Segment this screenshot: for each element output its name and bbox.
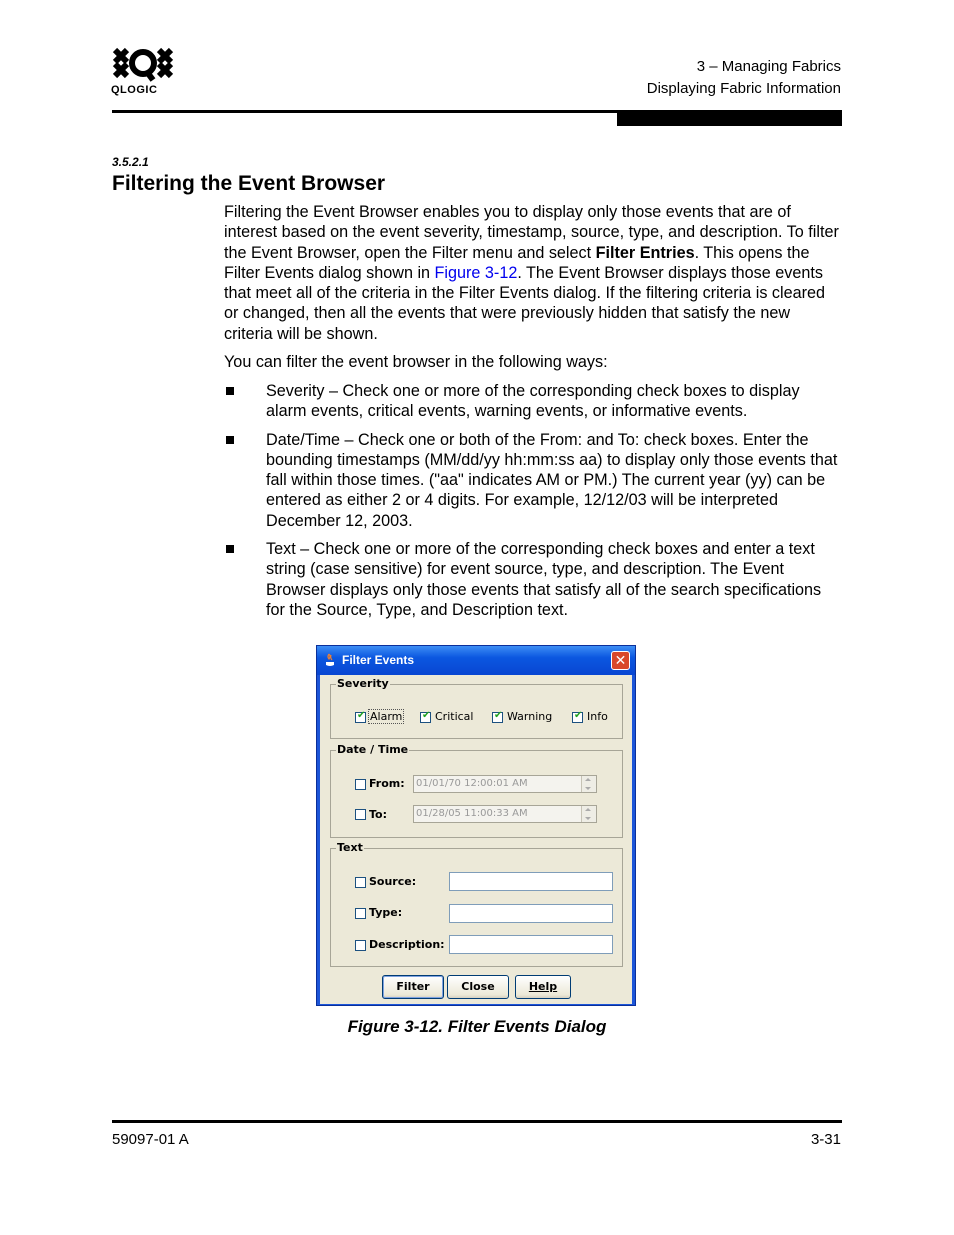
info-label[interactable]: Info bbox=[587, 710, 608, 723]
info-checkbox[interactable] bbox=[572, 712, 583, 723]
critical-label[interactable]: Critical bbox=[435, 710, 474, 723]
alarm-checkbox[interactable] bbox=[355, 712, 366, 723]
section-number: 3.5.2.1 bbox=[112, 155, 149, 169]
dialog-client bbox=[320, 675, 632, 1004]
check-icon: ✔ bbox=[422, 710, 431, 721]
header-chapter: 3 – Managing Fabrics bbox=[696, 58, 841, 75]
section-title: Filtering the Event Browser bbox=[112, 172, 386, 195]
intro-text-b: . This opens the Filter Events dialog shown in bbox=[224, 243, 810, 282]
warning-checkbox[interactable] bbox=[492, 712, 503, 723]
intro-text-c: . The Event Browser displays those events that meet all of the criteria in the Filter Events dialog. If the filtering criteria is cleared or changed, then all the events that were previously hidden that satisfy the new criteria will be shown. bbox=[224, 263, 826, 343]
intro-bold: Filter Entries bbox=[595, 243, 695, 262]
check-icon: ✔ bbox=[494, 710, 503, 721]
check-icon: ✔ bbox=[574, 710, 583, 721]
list-item bbox=[224, 381, 841, 422]
footer-page-number: 3-31 bbox=[810, 1131, 841, 1148]
bullet-text: Severity – Check one or more of the corresponding check boxes to display alarm events, critical events, warning events, or informative events. bbox=[266, 382, 800, 421]
spin-down-icon[interactable] bbox=[585, 787, 591, 790]
figure-caption: Figure 3-12. Filter Events Dialog bbox=[347, 1017, 607, 1036]
bullet-square-icon bbox=[226, 545, 234, 553]
list-item bbox=[224, 539, 841, 620]
to-spinner[interactable] bbox=[581, 806, 596, 822]
description-label[interactable]: Description: bbox=[369, 938, 445, 951]
header-bar bbox=[617, 110, 842, 126]
dialog-titlebar bbox=[317, 646, 635, 675]
source-checkbox[interactable] bbox=[355, 877, 366, 888]
description-checkbox[interactable] bbox=[355, 940, 366, 951]
from-datetime-field[interactable] bbox=[413, 775, 597, 793]
bullet-square-icon bbox=[226, 436, 234, 444]
intro-text-a: Filtering the Event Browser enables you to display only those events that are of interest based on the event severity, timestamp, source, type, and description. To filter the Event Browser, open the Filter menu and select bbox=[224, 203, 839, 262]
from-datetime-value: 01/01/70 12:00:01 AM bbox=[416, 778, 528, 789]
type-checkbox[interactable] bbox=[355, 908, 366, 919]
alarm-label[interactable]: Alarm bbox=[370, 710, 403, 723]
to-datetime-value: 01/28/05 11:00:33 AM bbox=[416, 808, 528, 819]
figure-link[interactable]: Figure 3-12 bbox=[434, 263, 518, 282]
type-input[interactable] bbox=[449, 904, 613, 923]
from-checkbox[interactable] bbox=[355, 779, 366, 790]
bullet-text: Date/Time – Check one or both of the From: and To: check boxes. Enter the bounding timestamps (MM/dd/yy hh:mm:ss aa) to display only those events that fall within those times. ("aa" indicates AM or PM.) The current year (yy) can be entered as either 2 or 4 digits. For example, 12/12/03 will be interpreted December 12, 2003. bbox=[266, 430, 838, 530]
to-datetime-field[interactable] bbox=[413, 805, 597, 823]
spin-up-icon[interactable] bbox=[585, 808, 591, 811]
logo-text: QLOGIC bbox=[111, 84, 158, 96]
ways-paragraph: You can filter the event browser in the following ways: bbox=[224, 353, 608, 371]
filter-button[interactable]: Filter bbox=[382, 975, 444, 999]
bullet-text: Text – Check one or more of the corresponding check boxes and enter a text string (case sensitive) for event source, type, and description. The Event Browser displays only those events that satisfy all of the search specifications for the Source, Type, and Description text. bbox=[266, 540, 822, 619]
bullet-square-icon bbox=[226, 387, 234, 395]
critical-checkbox[interactable] bbox=[420, 712, 431, 723]
severity-group bbox=[330, 677, 623, 739]
to-label[interactable]: To: bbox=[369, 808, 387, 821]
from-label[interactable]: From: bbox=[369, 777, 405, 790]
text-group bbox=[330, 841, 623, 967]
dialog-title: Filter Events bbox=[342, 653, 415, 667]
text-label: Text bbox=[337, 841, 363, 854]
footer-doc-id: 59097-01 A bbox=[112, 1131, 189, 1148]
from-spinner[interactable] bbox=[581, 776, 596, 792]
spin-up-icon[interactable] bbox=[585, 778, 591, 781]
source-input[interactable] bbox=[449, 872, 613, 891]
type-label[interactable]: Type: bbox=[369, 906, 403, 919]
list-item bbox=[224, 430, 841, 531]
description-input[interactable] bbox=[449, 935, 613, 954]
footer-rule bbox=[112, 1120, 842, 1123]
bullet-list bbox=[224, 381, 841, 628]
warning-label[interactable]: Warning bbox=[507, 710, 553, 723]
header-section: Displaying Fabric Information bbox=[646, 80, 841, 97]
source-label[interactable]: Source: bbox=[369, 875, 417, 888]
datetime-group bbox=[330, 743, 623, 838]
filter-events-dialog bbox=[316, 645, 636, 1006]
datetime-label: Date / Time bbox=[337, 743, 409, 756]
java-cup-icon bbox=[323, 652, 337, 668]
severity-label: Severity bbox=[337, 677, 389, 690]
intro-paragraph bbox=[224, 202, 841, 344]
to-checkbox[interactable] bbox=[355, 809, 366, 820]
close-button[interactable]: Close bbox=[447, 975, 509, 999]
help-button[interactable]: Help bbox=[515, 975, 571, 999]
close-icon[interactable]: ✕ bbox=[611, 651, 630, 670]
check-icon: ✔ bbox=[357, 710, 366, 721]
spin-down-icon[interactable] bbox=[585, 817, 591, 820]
